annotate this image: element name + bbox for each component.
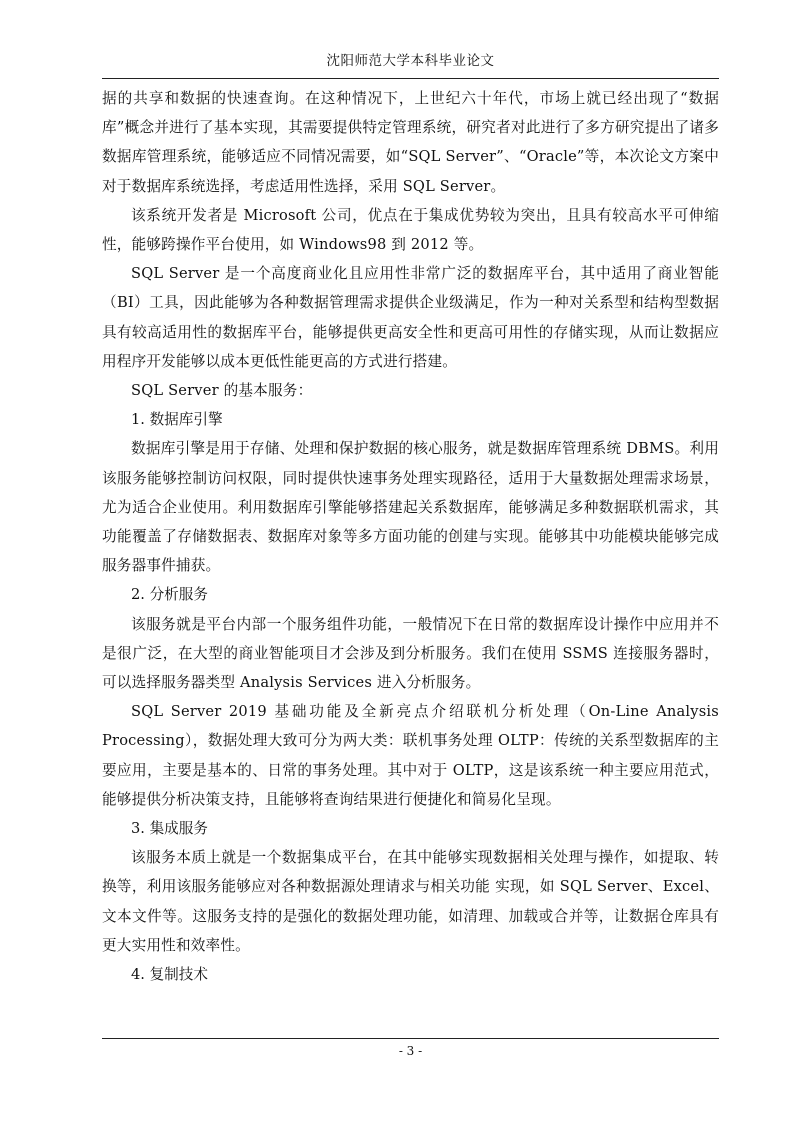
paragraph-continuation: 据的共享和数据的快速查询。在这种情况下，上世纪六十年代，市场上就已经出现了“数据库”概念并进行了基本实现，其需要提供特定管理系统，研究者对此进行了多方研究提出了诸多数据库管理系统，能够适应不同情况需要，如“SQL Server”、“Oracle”等，本次论文方案中对于数据库系统选择，考虑适用性选择，采用 SQL Server。 bbox=[102, 90, 719, 195]
paragraph-microsoft: 该系统开发者是 Microsoft 公司，优点在于集成优势较为突出，且具有较高水平可伸缩性，能够跨操作平台使用，如 Windows98 到 2012 等。 bbox=[102, 206, 719, 254]
section-heading-analysis-services: 2. 分析服务 bbox=[131, 586, 208, 604]
paragraph-sql-server-platform: SQL Server 是一个高度商业化且应用性非常广泛的数据库平台，其中适用了商业智能（BI）工具，因此能够为各种数据管理需求提供企业级满足，作为一种对关系型和结构型数据具有较高适用性的数据库平台，能够提供更高安全性和更高可用性的存储实现，从而让数据应用程序开发能够以成本更低性能更高的方式进行搭建。 bbox=[102, 265, 719, 370]
page-header bbox=[102, 48, 719, 79]
page-footer bbox=[102, 1038, 719, 1062]
paragraph-olap: SQL Server 2019 基础功能及全新亮点介绍联机分析处理（On-Line Analysis Processing），数据处理大致可分为两大类：联机事务处理 OLTP：传统的关系型数据库的主要应用，主要是基本的、日常的事务处理。其中对于 OLTP，这是该系统一种主要应用范式，能够提供分析决策支持，且能够将查询结果进行便捷化和简易化呈现。 bbox=[102, 703, 719, 808]
page-number: - 3 - bbox=[398, 1044, 423, 1058]
paragraph-basic-services: SQL Server 的基本服务： bbox=[131, 382, 313, 400]
paragraph-analysis-services: 该服务就是平台内部一个服务组件功能，一般情况下在日常的数据库设计操作中应用并不是很广泛，在大型的商业智能项目才会涉及到分析服务。我们在使用 SSMS 连接服务器时，可以选择服务器类型 Analysis Services 进入分析服务。 bbox=[102, 615, 719, 692]
section-heading-database-engine: 1. 数据库引擎 bbox=[131, 411, 223, 429]
header-title: 沈阳师范大学本科毕业论文 bbox=[326, 53, 495, 69]
section-heading-replication: 4. 复制技术 bbox=[131, 966, 208, 984]
paragraph-database-engine: 数据库引擎是用于存储、处理和保护数据的核心服务，就是数据库管理系统 DBMS。利用该服务能够控制访问权限，同时提供快速事务处理实现路径，适用于大量数据处理需求场景，尤为适合企业使用。利用数据库引擎能够搭建起关系数据库，能够满足多种数据联机需求，其功能覆盖了存储数据表、数据库对象等多方面功能的创建与实现。能够其中功能模块能够完成服务器事件捕获。 bbox=[102, 440, 719, 575]
paragraph-integration-services: 该服务本质上就是一个数据集成平台，在其中能够实现数据相关处理与操作，如提取、转换等，利用该服务能够应对各种数据源处理请求与相关功能 实现，如 SQL Server、Excel、文本文件等。这服务支持的是强化的数据处理功能，如清理、加载或合并等，让数据仓库具有更大实用性和效率性。 bbox=[102, 849, 719, 954]
page-body bbox=[102, 84, 719, 989]
section-heading-integration-services: 3. 集成服务 bbox=[131, 820, 208, 838]
